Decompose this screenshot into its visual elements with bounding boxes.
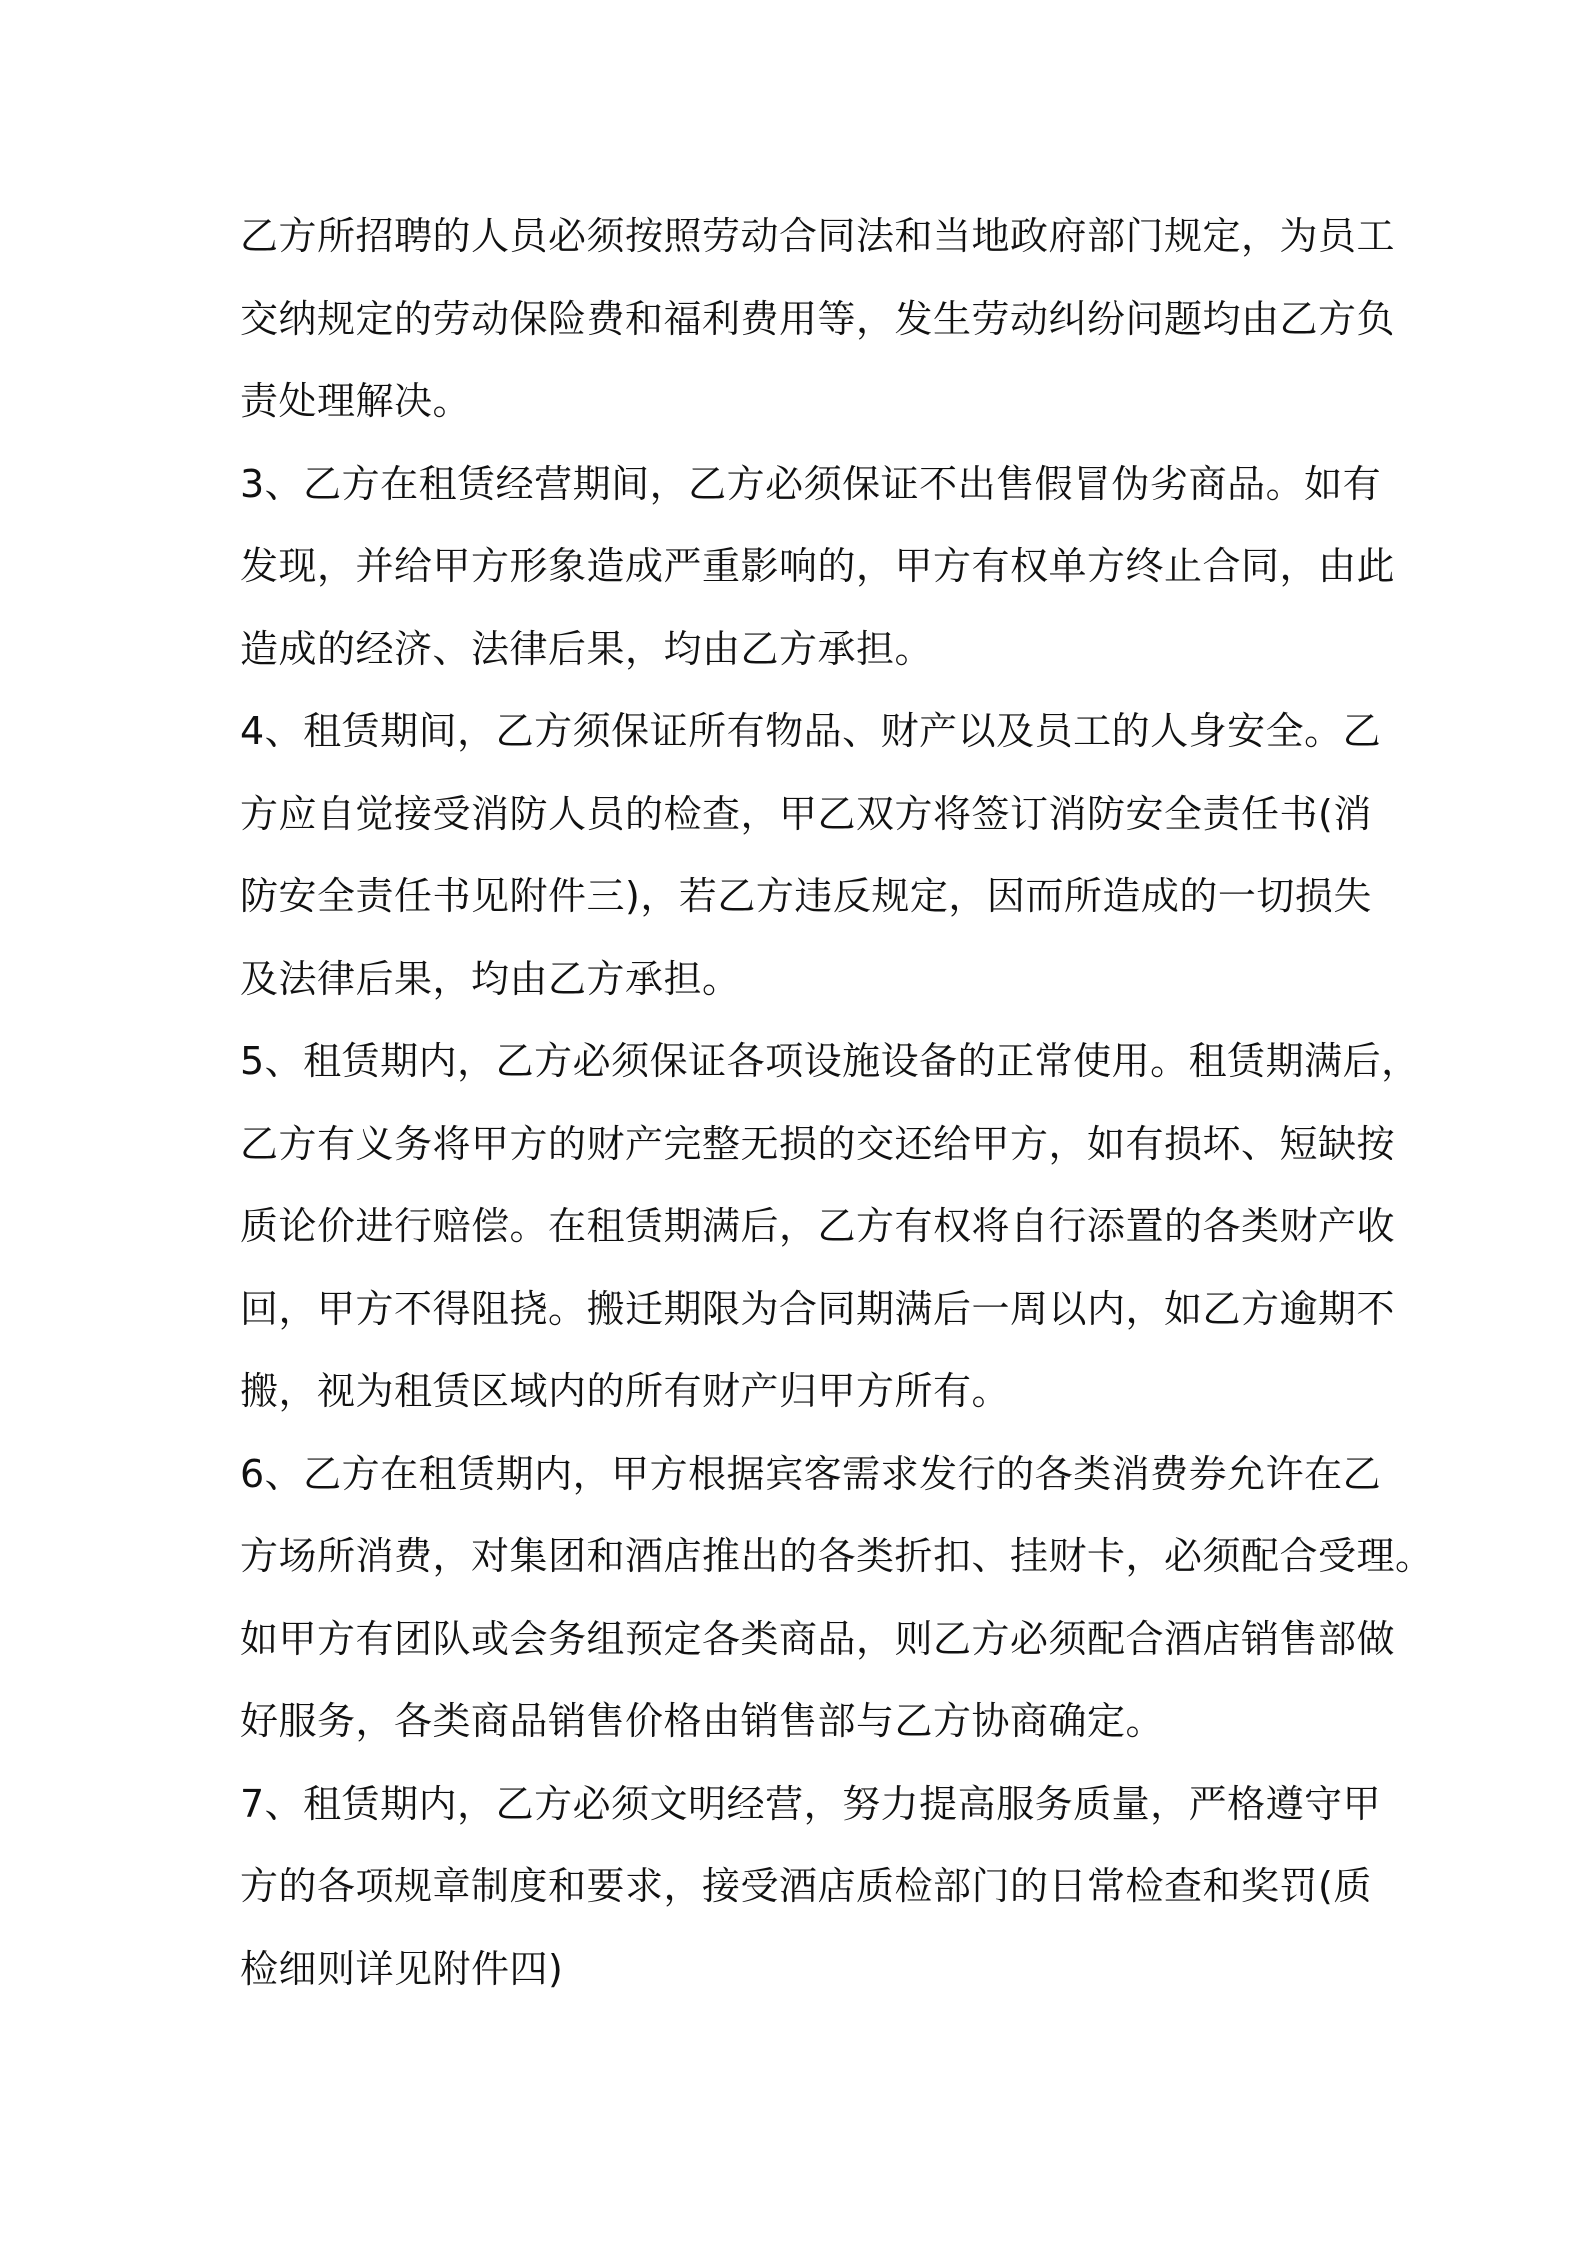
text-line: 6、乙方在租赁期内，甲方根据宾客需求发行的各类消费券允许在乙 — [240, 1451, 1382, 1496]
text-line: 方的各项规章制度和要求，接受酒店质检部门的日常检查和奖罚(质 — [240, 1864, 1372, 1908]
text-line: 回，甲方不得阻挠。搬迁期限为合同期满后一周以内，如乙方逾期不 — [240, 1286, 1396, 1331]
text-line: 搬，视为租赁区域内的所有财产归甲方所有。 — [240, 1369, 1011, 1413]
text-line: 防安全责任书见附件三)，若乙方违反规定，因而所造成的一切损失 — [240, 874, 1372, 918]
text-line: 4、租赁期间，乙方须保证所有物品、财产以及员工的人身安全。乙 — [240, 709, 1382, 753]
paragraph-clause-4 — [240, 690, 1382, 1020]
text-line: 乙方有义务将甲方的财产完整无损的交还给甲方，如有损坏、短缺按 — [240, 1121, 1396, 1166]
paragraph-clause-5 — [240, 1020, 1420, 1433]
text-line: 乙方所招聘的人员必须按照劳动合同法和当地政府部门规定，为员工 — [240, 214, 1396, 258]
text-line: 造成的经济、法律后果，均由乙方承担。 — [240, 626, 934, 671]
text-line: 7、租赁期内，乙方必须文明经营，努力提高服务质量，严格遵守甲 — [240, 1781, 1382, 1826]
text-line: 3、乙方在租赁经营期间，乙方必须保证不出售假冒伪劣商品。如有 — [240, 461, 1382, 506]
paragraph-staff-insurance — [240, 195, 1396, 443]
text-line: 发现，并给甲方形象造成严重影响的，甲方有权单方终止合同，由此 — [240, 544, 1396, 588]
text-line: 如甲方有团队或会务组预定各类商品，则乙方必须配合酒店销售部做 — [240, 1616, 1396, 1661]
document-body — [240, 195, 1434, 2010]
text-line: 质论价进行赔偿。在租赁期满后，乙方有权将自行添置的各类财产收 — [240, 1204, 1396, 1248]
text-line: 方场所消费，对集团和酒店推出的各类折扣、挂财卡，必须配合受理。 — [240, 1534, 1434, 1578]
text-line: 及法律后果，均由乙方承担。 — [240, 956, 741, 1001]
paragraph-clause-6 — [240, 1433, 1434, 1763]
text-line: 责处理解决。 — [240, 379, 472, 423]
text-line: 方应自觉接受消防人员的检查，甲乙双方将签订消防安全责任书(消 — [240, 791, 1372, 836]
text-line: 交纳规定的劳动保险费和福利费用等，发生劳动纠纷问题均由乙方负 — [240, 296, 1396, 341]
text-line: 好服务，各类商品销售价格由销售部与乙方协商确定。 — [240, 1699, 1165, 1743]
text-line: 5、租赁期内，乙方必须保证各项设施设备的正常使用。租赁期满后， — [240, 1039, 1420, 1083]
paragraph-clause-7 — [240, 1763, 1382, 2011]
paragraph-clause-3 — [240, 443, 1396, 691]
text-line: 检细则详见附件四) — [240, 1946, 564, 1991]
